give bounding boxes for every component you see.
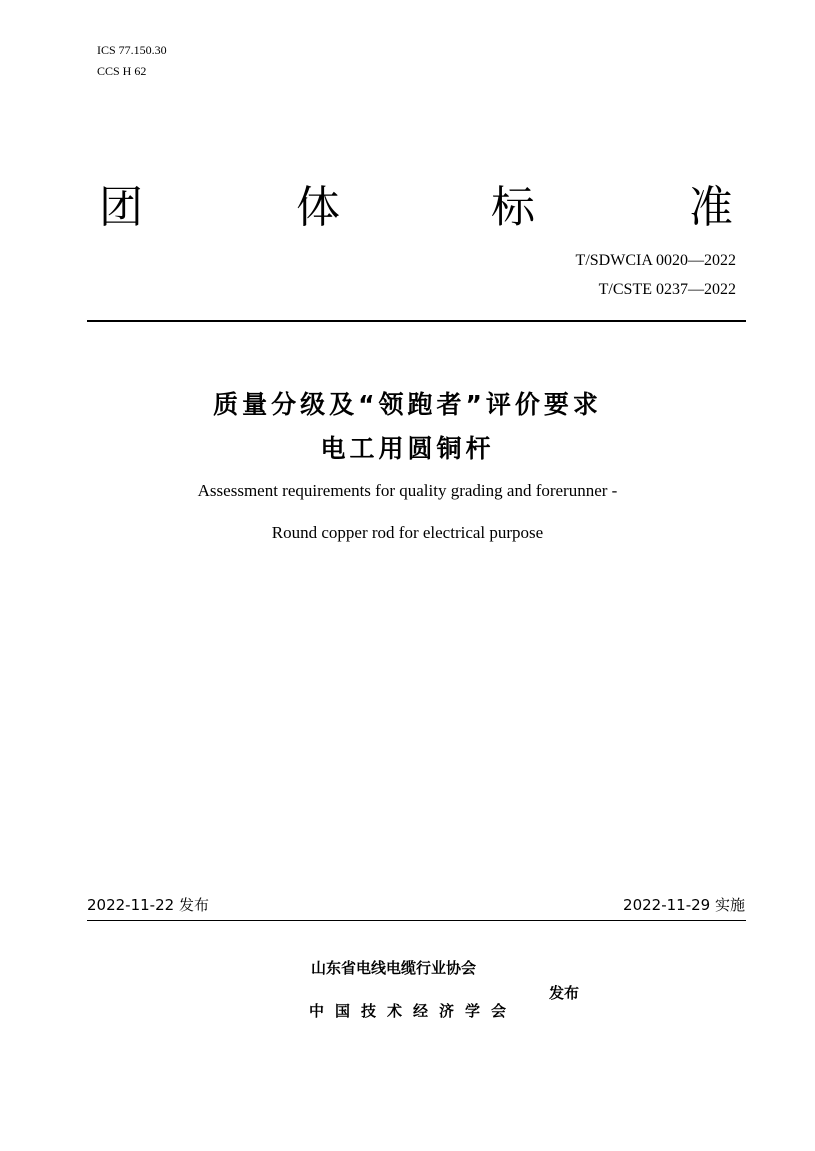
title-en-line-1: Assessment requirements for quality grading and forerunner - [197, 481, 618, 500]
issued-label: 发布 [549, 984, 580, 1002]
standard-type-char-2: 体 [296, 182, 340, 233]
issuing-organization-1: 山东省电线电缆行业协会 [311, 959, 477, 977]
standard-type-char-1: 团 [99, 182, 143, 233]
title-zh-line-1: 质量分级及“领跑者”评价要求 [213, 390, 602, 419]
ccs-code: CCS H 62 [97, 64, 147, 78]
standard-number-1: T/SDWCIA 0020—2022 [575, 252, 736, 269]
title-en-line-2: Round copper rod for electrical purpose [271, 523, 544, 542]
publish-date: 2022-11-22 发布 [87, 896, 209, 914]
standard-type-char-4: 准 [689, 182, 733, 233]
implementation-date: 2022-11-29 实施 [623, 896, 745, 914]
issuing-organization-2: 中国技术经济学会 [309, 1002, 518, 1020]
header-divider [87, 320, 746, 322]
footer-divider [87, 920, 746, 921]
standard-type-char-3: 标 [491, 182, 535, 233]
title-zh-line-2: 电工用圆铜杆 [320, 434, 495, 463]
standard-number-2: T/CSTE 0237—2022 [598, 281, 736, 298]
ics-code: ICS 77.150.30 [97, 43, 167, 57]
